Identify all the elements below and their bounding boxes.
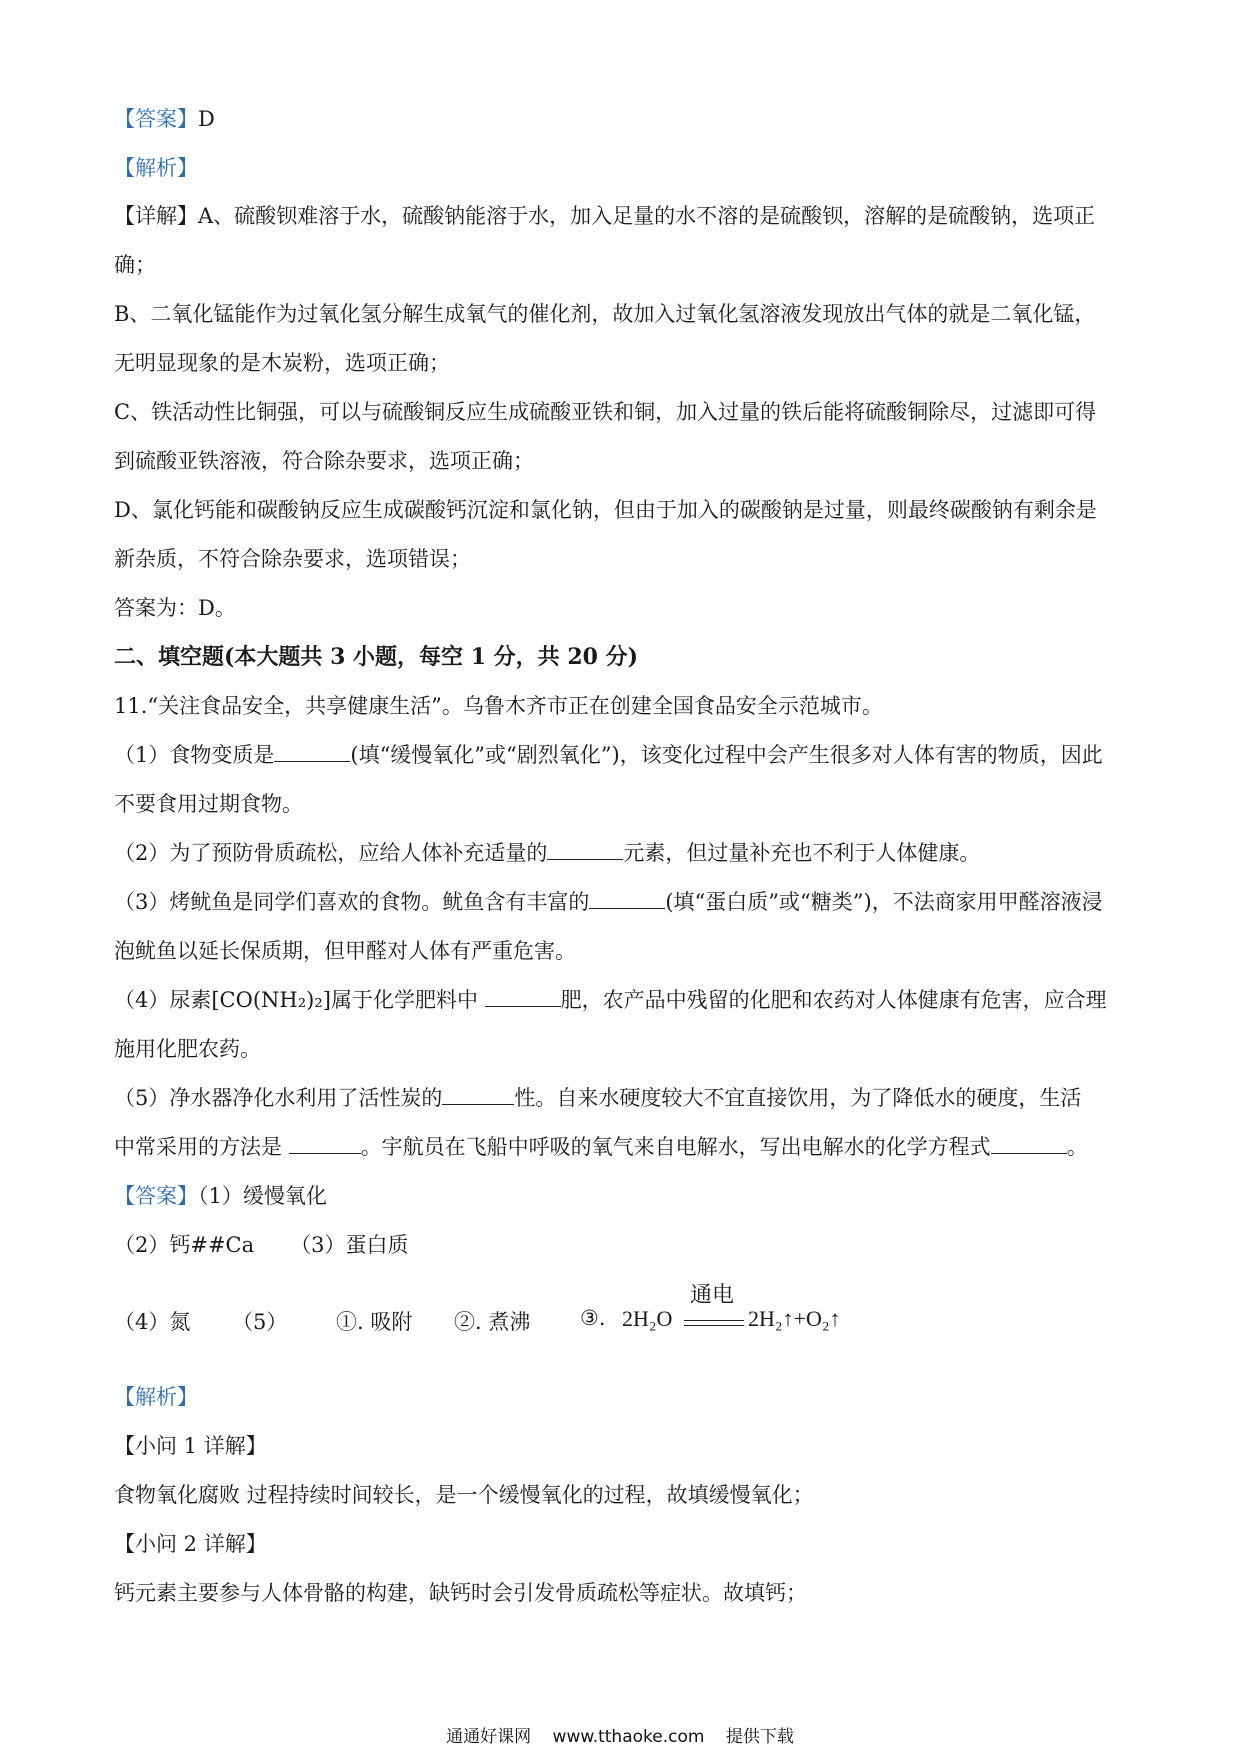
answer-2: （2）钙##Ca <box>114 1233 255 1257</box>
q11-part-5 <box>114 1083 1134 1113</box>
q11-part-3-line-2: 泡鱿鱼以延长保质期，但甲醛对人体有严重危害。 <box>114 939 576 963</box>
q11-part-5-text-d: 。宇航员在飞船中呼吸的氧气来自电解水，写出电解水的化学方程式 <box>360 1135 991 1159</box>
answer-value: D <box>198 107 215 131</box>
answer-blank <box>442 1084 514 1105</box>
answer-blank <box>274 741 350 762</box>
q11-part-5-text-e: 。 <box>1066 1135 1088 1159</box>
answer-tag: 【答案】 <box>114 107 198 131</box>
q10-analysis-tag <box>114 153 1134 183</box>
q11-answer-line-2 <box>114 1230 1134 1260</box>
answer-1: （1）缓慢氧化 <box>198 1184 327 1208</box>
q11-part-5-line-2 <box>114 1132 1134 1162</box>
q11-part-5-text-a: （5）净水器净化水利用了活性炭的 <box>114 1086 443 1110</box>
equation-bar-bottom <box>684 1325 744 1326</box>
answer-5-label: （5） <box>232 1310 288 1334</box>
q10-answer-line <box>114 104 1134 134</box>
section-heading: 二、填空题(本大题共 3 小题，每空 1 分，共 20 分) <box>114 644 639 670</box>
footer-url[interactable]: www.tthaoke.com <box>552 1727 705 1747</box>
q11-part-1-text-a: （1）食物变质是 <box>114 743 275 767</box>
equation-bar-top <box>684 1320 744 1321</box>
answer-5-2: ②. 煮沸 <box>454 1310 531 1334</box>
detail-tag: 【详解】 <box>114 204 198 228</box>
answer-5-1: ①. 吸附 <box>336 1310 413 1334</box>
q11-part-5-text-b: 性。自来水硬度较大不宜直接饮用，为了降低水的硬度，生活 <box>514 1086 1082 1110</box>
q11-answer-line-1 <box>114 1181 1134 1211</box>
q10-option-d-line-2: 新杂质，不符合除杂要求，选项错误； <box>114 547 471 571</box>
q11-stem: 11.“关注食品安全，共享健康生活”。乌鲁木齐市正在创建全国食品安全示范城市。 <box>114 694 883 718</box>
sub-question-2-tag: 【小问 2 详解】 <box>114 1532 267 1556</box>
equation-condition: 通电 <box>690 1283 735 1308</box>
answer-blank <box>485 986 561 1007</box>
answer-5-3-label: ③. <box>580 1306 606 1330</box>
q10-detail-line-2: 确； <box>114 253 156 277</box>
answer-blank <box>547 839 623 860</box>
q11-part-2-text-a: （2）为了预防骨质疏松，应给人体补充适量的 <box>114 841 548 865</box>
q10-option-c-line-2: 到硫酸亚铁溶液，符合除杂要求，选项正确； <box>114 449 534 473</box>
footer-site-name: 通通好课网 <box>446 1727 532 1747</box>
q10-final-answer: 答案为：D。 <box>114 596 236 620</box>
answer-blank <box>991 1133 1067 1154</box>
sub-question-1-text: 食物氧化腐败 过程持续时间较长，是一个缓慢氧化的过程，故填缓慢氧化； <box>114 1483 814 1507</box>
q11-part-3-text-b: (填“蛋白质”或“糖类”)，不法商家用甲醛溶液浸 <box>665 890 1103 914</box>
q10-option-b-line-2: 无明显现象的是木炭粉，选项正确； <box>114 351 450 375</box>
answer-tag: 【答案】 <box>114 1184 198 1208</box>
answer-blank <box>289 1133 361 1154</box>
q11-analysis-tag <box>114 1382 1134 1412</box>
q11-part-1 <box>114 740 1134 770</box>
analysis-tag: 【解析】 <box>114 156 198 180</box>
q10-option-b-line-1: B、二氧化锰能作为过氧化氢分解生成氧气的催化剂，故加入过氧化氢溶液发现放出气体的就是二氧化锰， <box>114 302 1096 326</box>
q11-part-4 <box>114 985 1134 1015</box>
q11-part-2-text-b: 元素，但过量补充也不利于人体健康。 <box>623 841 981 865</box>
q11-part-2 <box>114 838 1134 868</box>
q11-part-3-text-a: （3）烤鱿鱼是同学们喜欢的食物。鱿鱼含有丰富的 <box>114 890 590 914</box>
equation-products: 2H₂↑+O₂↑ <box>748 1306 841 1331</box>
q11-part-4-text-b: 肥，农产品中残留的化肥和农药对人体健康有危害，应合理 <box>560 988 1107 1012</box>
equation-reactant: 2H₂O <box>622 1306 673 1331</box>
answer-3: （3）蛋白质 <box>290 1233 409 1257</box>
sub-question-1-tag: 【小问 1 详解】 <box>114 1434 267 1458</box>
detail-text: A、硫酸钡难溶于水，硫酸钠能溶于水，加入足量的水不溶的是硫酸钡，溶解的是硫酸钠，选项正 <box>198 204 1096 228</box>
q10-detail-line-1 <box>114 201 1134 231</box>
q10-option-d-line-1: D、氯化钙能和碳酸钠反应生成碳酸钙沉淀和氯化钠，但由于加入的碳酸钠是过量，则最终碳酸钠有剩余是 <box>114 498 1097 522</box>
sub-question-2-text: 钙元素主要参与人体骨骼的构建，缺钙时会引发骨质疏松等症状。故填钙； <box>114 1581 807 1605</box>
q11-part-4-text-a: （4）尿素[CO(NH₂)₂]属于化学肥料中 <box>114 988 485 1012</box>
q11-part-3 <box>114 887 1134 917</box>
page-footer <box>0 1722 1240 1747</box>
q11-part-5-text-c: 中常采用的方法是 <box>114 1135 289 1159</box>
q11-part-1-text-b: (填“缓慢氧化”或“剧烈氧化”)，该变化过程中会产生很多对人体有害的物质，因此 <box>350 743 1103 767</box>
footer-suffix: 提供下载 <box>725 1727 794 1747</box>
q10-option-c-line-1: C、铁活动性比铜强，可以与硫酸铜反应生成硫酸亚铁和铜，加入过量的铁后能将硫酸铜除尽，过滤即可得 <box>114 400 1097 424</box>
q11-part-1-line-2: 不要食用过期食物。 <box>114 792 303 816</box>
q11-part-4-line-2: 施用化肥农药。 <box>114 1037 261 1061</box>
q11-answer-line-3 <box>114 1284 1014 1344</box>
answer-blank <box>589 888 665 909</box>
analysis-tag: 【解析】 <box>114 1385 198 1409</box>
answer-4: （4）氮 <box>114 1310 191 1334</box>
